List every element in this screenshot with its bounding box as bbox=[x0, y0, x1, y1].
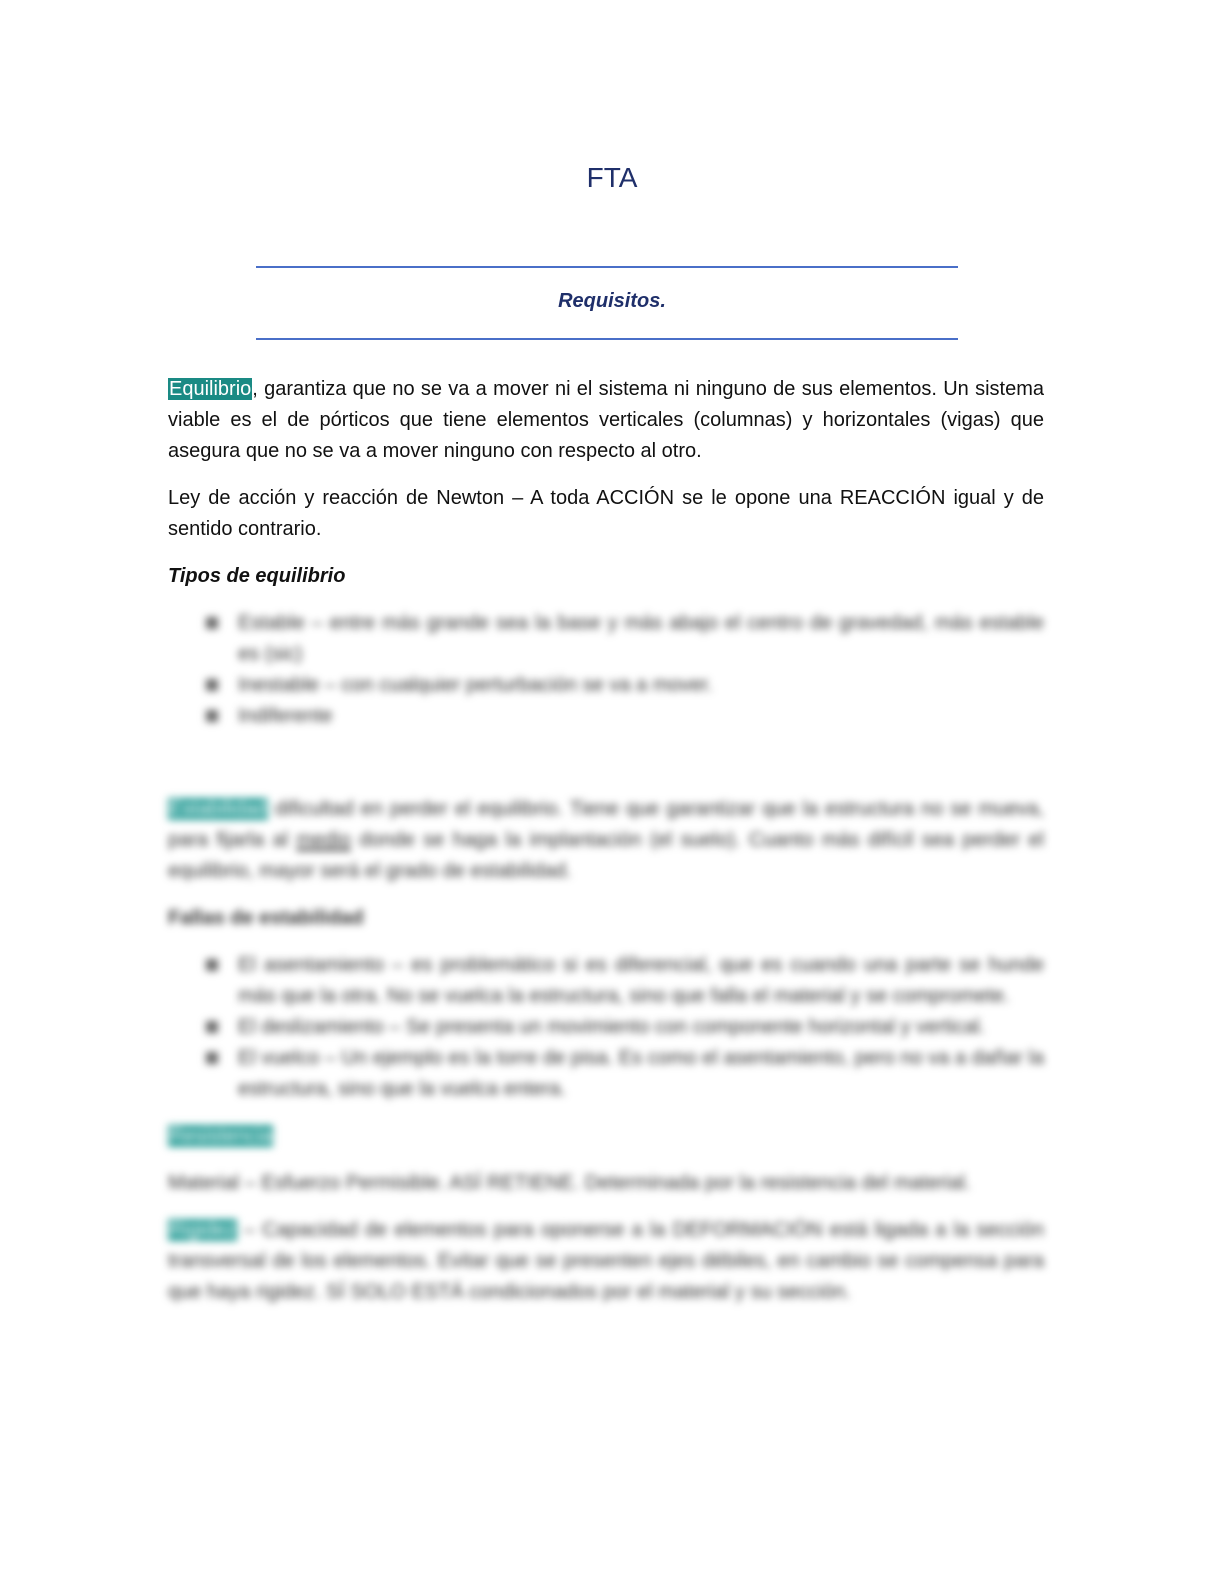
square-bullet-icon bbox=[206, 1021, 218, 1033]
paragraph-rigidez: Rigidez – Capacidad de elementos para oponerse a la DEFORMACIÓN está ligada a la sección transversal de los elementos. Evitar que se presenten ejes débiles, en cambio se compensa para que haya rigidez. SÍ SOLO ESTÁ condicionados por el material y su sección. bbox=[168, 1219, 1044, 1303]
highlight-rigidez: Rigidez bbox=[169, 1219, 236, 1241]
list-item: Estable – entre más grande sea la base y más abajo el centro de gravedad, más estable es (sic) bbox=[168, 608, 1044, 670]
square-bullet-icon bbox=[206, 679, 218, 691]
square-bullet-icon bbox=[206, 617, 218, 629]
list-item: El asentamiento – es problemático si es diferencial, que es cuando una parte se hunde más que la otra. No se vuelca la estructura, sino que falla el material y se compromete. bbox=[168, 950, 1044, 1012]
top-rule bbox=[256, 266, 958, 268]
document-body bbox=[168, 374, 1044, 1324]
highlight-resistencia: Resistencia bbox=[169, 1125, 273, 1147]
list-item: Inestable – con cualquier perturbación se va a mover. bbox=[168, 670, 1044, 701]
square-bullet-icon bbox=[206, 1052, 218, 1064]
paragraph-resistencia: Material – Esfuerzo Permisible. ASÍ RETIENE. Determinada por la resistencia del material. bbox=[168, 1172, 971, 1194]
highlight-equilibrio: Equilibrio bbox=[169, 378, 252, 400]
page-title: FTA bbox=[586, 162, 638, 193]
paragraph-equilibrio bbox=[168, 374, 1044, 467]
page-subtitle: Requisitos. bbox=[558, 290, 666, 312]
blurred-region bbox=[168, 608, 1044, 1308]
heading-fallas-estabilidad: Fallas de estabilidad bbox=[168, 907, 364, 929]
tipos-list bbox=[168, 608, 1044, 732]
underlined-word: medio bbox=[296, 829, 351, 851]
fallas-list bbox=[168, 950, 1044, 1105]
heading-resistencia bbox=[168, 1121, 1044, 1152]
paragraph-equilibrio-text: , garantiza que no se va a mover ni el sistema ni ninguno de sus elementos. Un sistema viable es el de pórticos que tiene elementos verticales (columnas) y horizontales (vigas) que asegura que no se va a mover ninguno con respecto al otro. bbox=[168, 378, 1044, 462]
bottom-rule bbox=[256, 338, 958, 340]
square-bullet-icon bbox=[206, 710, 218, 722]
list-item: Indiferente bbox=[168, 701, 1044, 732]
paragraph-estabilidad: Estabilidad dificultad en perder el equilibrio. Tiene que garantizar que la estructura no se mueva, para fijarla al medio donde se haga la implantación (el suelo). Cuanto más difícil sea perder el equilibrio, mayor será el grado de estabilidad. bbox=[168, 798, 1044, 882]
square-bullet-icon bbox=[206, 959, 218, 971]
highlight-estabilidad: Estabilidad bbox=[169, 798, 267, 820]
list-item: El vuelco – Un ejemplo es la torre de pisa. Es como el asentamiento, pero no va a dañar la estructura, sino que la vuelca entera. bbox=[168, 1043, 1044, 1105]
heading-tipos-equilibrio: Tipos de equilibrio bbox=[168, 565, 346, 587]
list-item: El deslizamiento – Se presenta un movimiento con componente horizontal y vertical. bbox=[168, 1012, 1044, 1043]
paragraph-newton: Ley de acción y reacción de Newton – A toda ACCIÓN se le opone una REACCIÓN igual y de sentido contrario. bbox=[168, 487, 1044, 540]
